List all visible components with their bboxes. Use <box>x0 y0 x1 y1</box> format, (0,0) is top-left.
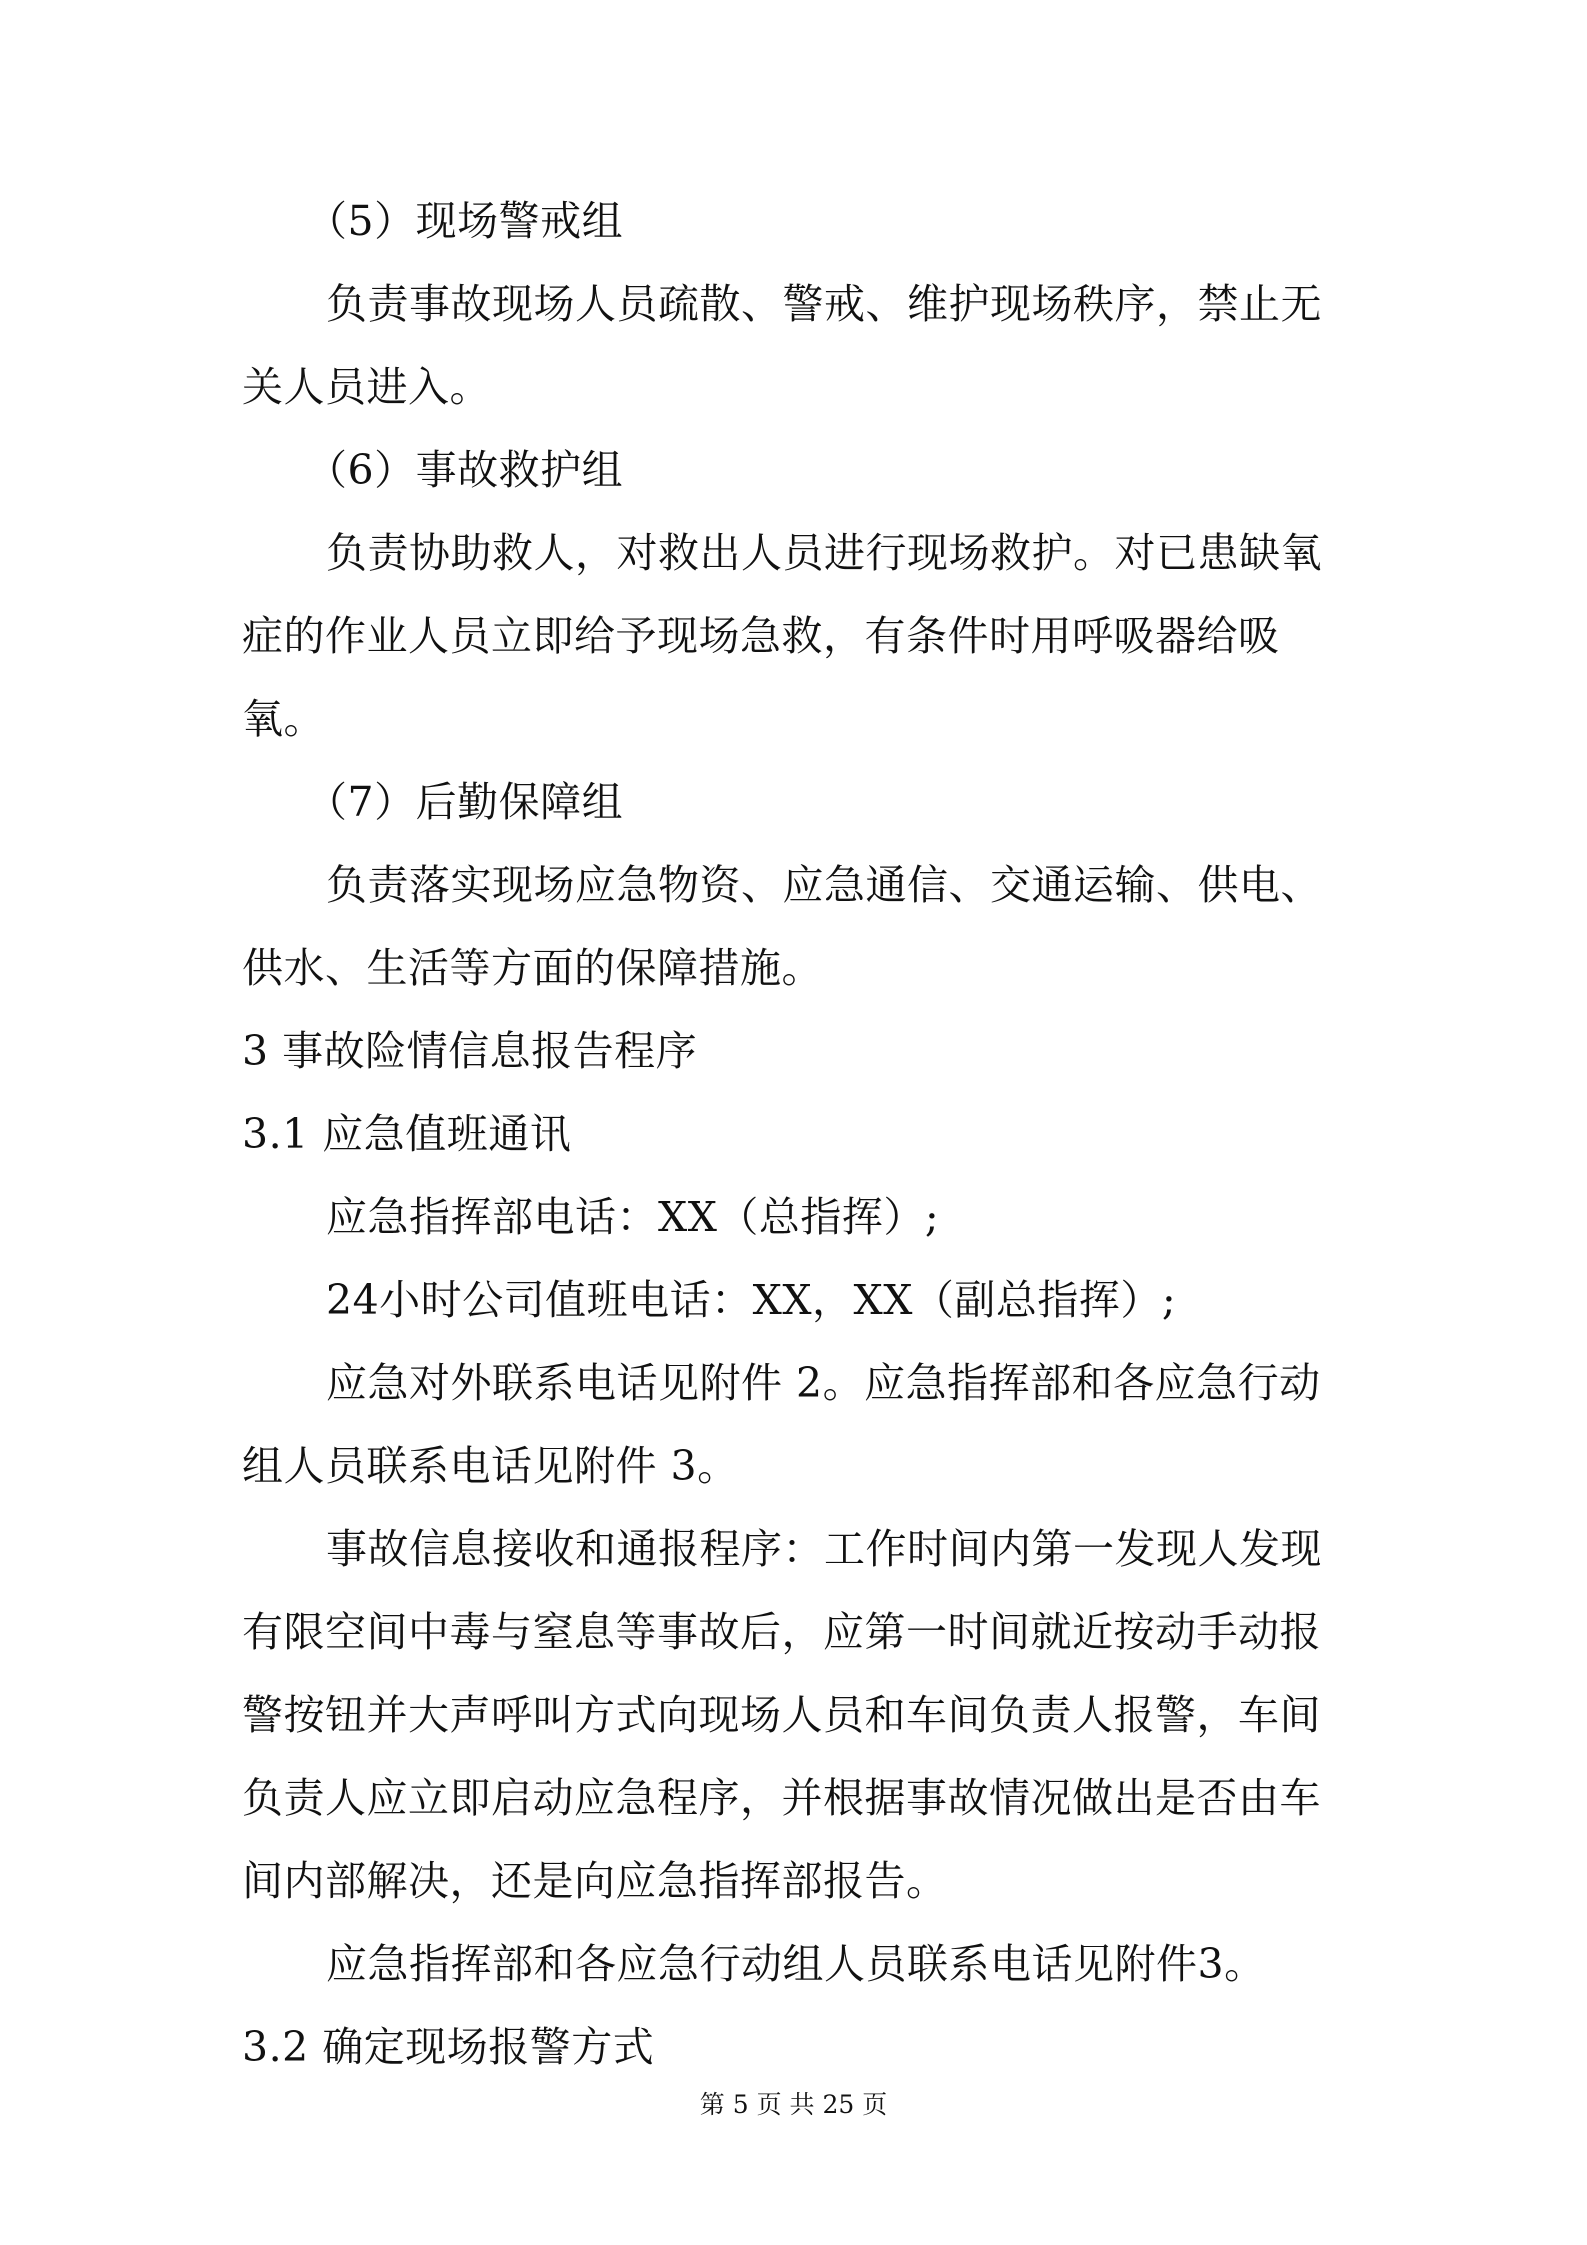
paragraph-line: 24小时公司值班电话：XX，XX（副总指挥）; <box>326 1276 1177 1324</box>
paragraph-line: 应急指挥部和各应急行动组人员联系电话见附件3。 <box>326 1940 1266 1988</box>
paragraph-continuation: 有限空间中毒与窒息等事故后，应第一时间就近按动手动报 <box>242 1608 1321 1656</box>
page-footer: 第 5 页 共 25 页 <box>699 2090 888 2119</box>
paragraph-line: 负责事故现场人员疏散、警戒、维护现场秩序，禁止无 <box>326 280 1322 328</box>
section-subheading: （6）事故救护组 <box>306 446 624 494</box>
document-body <box>242 180 1357 2089</box>
paragraph-continuation: 关人员进入。 <box>242 363 491 411</box>
paragraph-continuation: 负责人应立即启动应急程序，并根据事故情况做出是否由车 <box>242 1774 1321 1822</box>
paragraph-line: 应急对外联系电话见附件 2。应急指挥部和各应急行动 <box>326 1359 1321 1407</box>
paragraph-continuation: 症的作业人员立即给予现场急救，有条件时用呼吸器给吸 <box>242 612 1280 660</box>
paragraph-line: 事故信息接收和通报程序：工作时间内第一发现人发现 <box>326 1525 1322 1573</box>
section-subheading: （7）后勤保障组 <box>306 778 624 826</box>
paragraph-line: 负责落实现场应急物资、应急通信、交通运输、供电、 <box>326 861 1322 909</box>
section-heading: 3 事故险情信息报告程序 <box>242 1027 698 1075</box>
paragraph-continuation: 间内部解决，还是向应急指挥部报告。 <box>242 1857 948 1905</box>
section-heading: 3.2 确定现场报警方式 <box>242 2023 655 2071</box>
paragraph-line: 负责协助救人，对救出人员进行现场救护。对已患缺氧 <box>326 529 1322 577</box>
paragraph-continuation: 警按钮并大声呼叫方式向现场人员和车间负责人报警，车间 <box>242 1691 1321 1739</box>
paragraph-continuation: 氧。 <box>242 695 325 743</box>
paragraph-continuation: 组人员联系电话见附件 3。 <box>242 1442 739 1490</box>
section-heading: 3.1 应急值班通讯 <box>242 1110 572 1158</box>
section-subheading: （5）现场警戒组 <box>306 197 624 245</box>
paragraph-line: 应急指挥部电话：XX（总指挥）; <box>326 1193 940 1241</box>
paragraph-continuation: 供水、生活等方面的保障措施。 <box>242 944 823 992</box>
